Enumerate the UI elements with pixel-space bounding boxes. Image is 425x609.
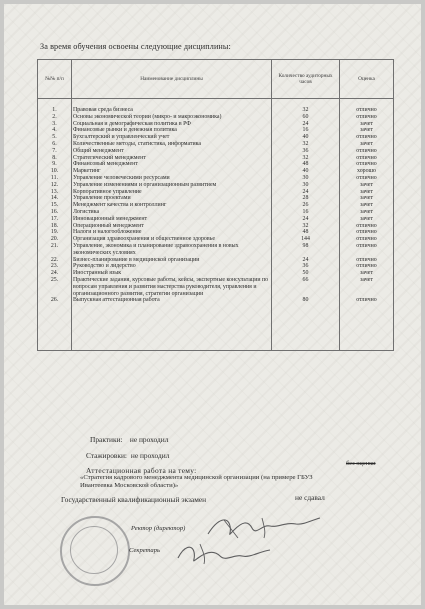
row-discipline: Финансовый менеджмент xyxy=(72,161,272,168)
row-number: 14. xyxy=(38,195,72,202)
row-hours: 24 xyxy=(272,121,340,128)
row-grade: зачет xyxy=(340,209,394,216)
practice-line xyxy=(90,435,168,444)
row-number: 2. xyxy=(38,114,72,121)
thesis-grade: без оценки xyxy=(346,460,376,467)
table-row xyxy=(38,175,394,182)
table-row xyxy=(38,257,394,264)
row-hours: 48 xyxy=(272,161,340,168)
row-number: 4. xyxy=(38,127,72,134)
row-discipline: Управление, экономика и планирование здравоохранения в новых экономических условиях xyxy=(72,243,272,257)
row-number: 5. xyxy=(38,134,72,141)
row-discipline: Налоги и налогообложение xyxy=(72,229,272,236)
secretary-signature xyxy=(174,538,274,568)
table-row xyxy=(38,141,394,148)
row-grade: зачет xyxy=(340,195,394,202)
row-grade: зачет xyxy=(340,270,394,277)
row-discipline: Управление проектами xyxy=(72,195,272,202)
row-discipline: Управление человеческими ресурсами xyxy=(72,175,272,182)
table-row xyxy=(38,114,394,121)
row-hours: 80 xyxy=(272,297,340,304)
row-number: 18. xyxy=(38,223,72,230)
row-discipline: Бухгалтерский и управленческий учет xyxy=(72,134,272,141)
row-hours: 98 xyxy=(272,243,340,257)
row-number: 25. xyxy=(38,277,72,297)
row-number: 20. xyxy=(38,236,72,243)
row-hours: 60 xyxy=(272,114,340,121)
row-number: 11. xyxy=(38,175,72,182)
row-number: 24. xyxy=(38,270,72,277)
row-grade: отлично xyxy=(340,175,394,182)
row-discipline: Иностранный язык xyxy=(72,270,272,277)
table-row xyxy=(38,161,394,168)
row-discipline: Финансовые рынки и денежная политика xyxy=(72,127,272,134)
row-grade: зачет xyxy=(340,182,394,189)
internship-value: не проходил xyxy=(130,451,170,460)
table-row xyxy=(38,134,394,141)
row-discipline: Практические задания, курсовые работы, кейсы, экспертные консультации по вопросам управления и развития мастерства руководителя, управления и организационного развития, стратегии организации xyxy=(72,277,272,297)
row-grade: отлично xyxy=(340,223,394,230)
thesis-title: «Стратегия кадрового менеджмента медицинской организации (на примере ГБУЗ Ивантеевка Московской области)» xyxy=(80,474,313,489)
row-number: 7. xyxy=(38,148,72,155)
row-number: 3. xyxy=(38,121,72,128)
row-grade: отлично xyxy=(340,229,394,236)
row-discipline: Менеджмент качества и контроллинг xyxy=(72,202,272,209)
table-row xyxy=(38,209,394,216)
table-row xyxy=(38,243,394,257)
row-grade: отлично xyxy=(340,263,394,270)
row-discipline: Правовая среда бизнеса xyxy=(72,107,272,114)
table-row xyxy=(38,121,394,128)
row-hours: 40 xyxy=(272,134,340,141)
row-number: 1. xyxy=(38,107,72,114)
row-number: 8. xyxy=(38,155,72,162)
row-grade: отлично xyxy=(340,243,394,257)
row-hours: 32 xyxy=(272,223,340,230)
row-grade: отлично xyxy=(340,155,394,162)
row-discipline: Логистика xyxy=(72,209,272,216)
row-number: 21. xyxy=(38,243,72,257)
disciplines-table-body xyxy=(38,99,394,351)
official-seal xyxy=(60,516,130,586)
table-empty-space xyxy=(38,304,394,351)
row-hours: 32 xyxy=(272,107,340,114)
practice-value: не проходил xyxy=(129,435,169,444)
row-number: 16. xyxy=(38,209,72,216)
row-discipline: Количественные методы, статистика, информатика xyxy=(72,141,272,148)
row-hours: 24 xyxy=(272,189,340,196)
row-grade: зачет xyxy=(340,127,394,134)
table-row xyxy=(38,297,394,304)
table-row xyxy=(38,236,394,243)
table-row xyxy=(38,148,394,155)
row-number: 17. xyxy=(38,216,72,223)
row-discipline: Инновационный менеджмент xyxy=(72,216,272,223)
row-number: 10. xyxy=(38,168,72,175)
col-hours-header: Количество аудиторных часов xyxy=(272,60,340,99)
table-row xyxy=(38,277,394,297)
row-discipline: Основы экономической теории (микро- и макроэкономика) xyxy=(72,114,272,121)
row-number: 9. xyxy=(38,161,72,168)
row-hours: 50 xyxy=(272,270,340,277)
row-number: 13. xyxy=(38,189,72,196)
table-row xyxy=(38,107,394,114)
row-discipline: Организация здравоохранения и общественное здоровье xyxy=(72,236,272,243)
row-discipline: Стратегический менеджмент xyxy=(72,155,272,162)
row-hours: 16 xyxy=(272,209,340,216)
row-discipline: Бизнес-планирование в медицинской организации xyxy=(72,257,272,264)
row-hours: 48 xyxy=(272,229,340,236)
table-row xyxy=(38,182,394,189)
row-number: 22. xyxy=(38,257,72,264)
table-header-row xyxy=(38,60,394,99)
row-number: 26. xyxy=(38,297,72,304)
table-row xyxy=(38,270,394,277)
row-grade: отлично xyxy=(340,297,394,304)
row-grade: отлично xyxy=(340,257,394,264)
row-hours: 26 xyxy=(272,202,340,209)
row-hours: 32 xyxy=(272,141,340,148)
row-hours: 40 xyxy=(272,168,340,175)
row-grade: зачет xyxy=(340,189,394,196)
row-hours: 144 xyxy=(272,236,340,243)
row-number: 15. xyxy=(38,202,72,209)
state-exam-value: не сдавал xyxy=(295,493,325,502)
row-discipline: Операционный менеджмент xyxy=(72,223,272,230)
state-exam-label: Государственный квалификационный экзамен xyxy=(61,495,207,504)
row-grade: отлично xyxy=(340,236,394,243)
secretary-label: Секретарь xyxy=(129,547,161,554)
row-hours: 36 xyxy=(272,148,340,155)
table-row xyxy=(38,202,394,209)
table-row xyxy=(38,189,394,196)
row-grade: зачет xyxy=(340,121,394,128)
disciplines-table xyxy=(37,59,394,351)
row-hours: 28 xyxy=(272,195,340,202)
row-grade: зачет xyxy=(340,141,394,148)
row-grade: зачет xyxy=(340,216,394,223)
practice-label: Практики: xyxy=(90,435,123,444)
row-grade: зачет xyxy=(340,277,394,297)
row-grade: отлично xyxy=(340,107,394,114)
row-grade: хорошо xyxy=(340,168,394,175)
row-number: 23. xyxy=(38,263,72,270)
row-discipline: Социальная и демографическая политика в РФ xyxy=(72,121,272,128)
internship-label: Стажировки: xyxy=(86,451,127,460)
col-discipline-header: Наименование дисциплины xyxy=(72,60,272,99)
row-hours: 36 xyxy=(272,263,340,270)
row-grade: отлично xyxy=(340,134,394,141)
row-number: 12. xyxy=(38,182,72,189)
row-discipline: Управление изменениями и организационным развитием xyxy=(72,182,272,189)
row-grade: отлично xyxy=(340,148,394,155)
row-discipline: Выпускная аттестационная работа xyxy=(72,297,272,304)
thesis-label: Аттестационная работа на тему: xyxy=(86,466,197,475)
table-row xyxy=(38,195,394,202)
internship-line xyxy=(86,451,169,460)
table-row xyxy=(38,216,394,223)
row-grade: зачет xyxy=(340,202,394,209)
row-hours: 24 xyxy=(272,257,340,264)
row-discipline: Маркетинг xyxy=(72,168,272,175)
row-hours: 66 xyxy=(272,277,340,297)
col-grade-header: Оценка xyxy=(340,60,394,99)
row-discipline: Корпоративное управление xyxy=(72,189,272,196)
disciplines-heading: За время обучения освоены следующие дисциплины: xyxy=(40,42,231,51)
row-hours: 32 xyxy=(272,155,340,162)
row-number: 19. xyxy=(38,229,72,236)
rector-label: Ректор (директор) xyxy=(131,525,186,532)
row-hours: 30 xyxy=(272,175,340,182)
row-hours: 24 xyxy=(272,216,340,223)
document-sheet xyxy=(4,4,421,605)
table-row xyxy=(38,168,394,175)
row-grade: отлично xyxy=(340,114,394,121)
row-hours: 16 xyxy=(272,127,340,134)
col-number-header: №№ п/п xyxy=(38,60,72,99)
row-hours: 30 xyxy=(272,182,340,189)
row-discipline: Общий менеджмент xyxy=(72,148,272,155)
row-number: 6. xyxy=(38,141,72,148)
row-discipline: Руководство и лидерство xyxy=(72,263,272,270)
row-grade: отлично xyxy=(340,161,394,168)
